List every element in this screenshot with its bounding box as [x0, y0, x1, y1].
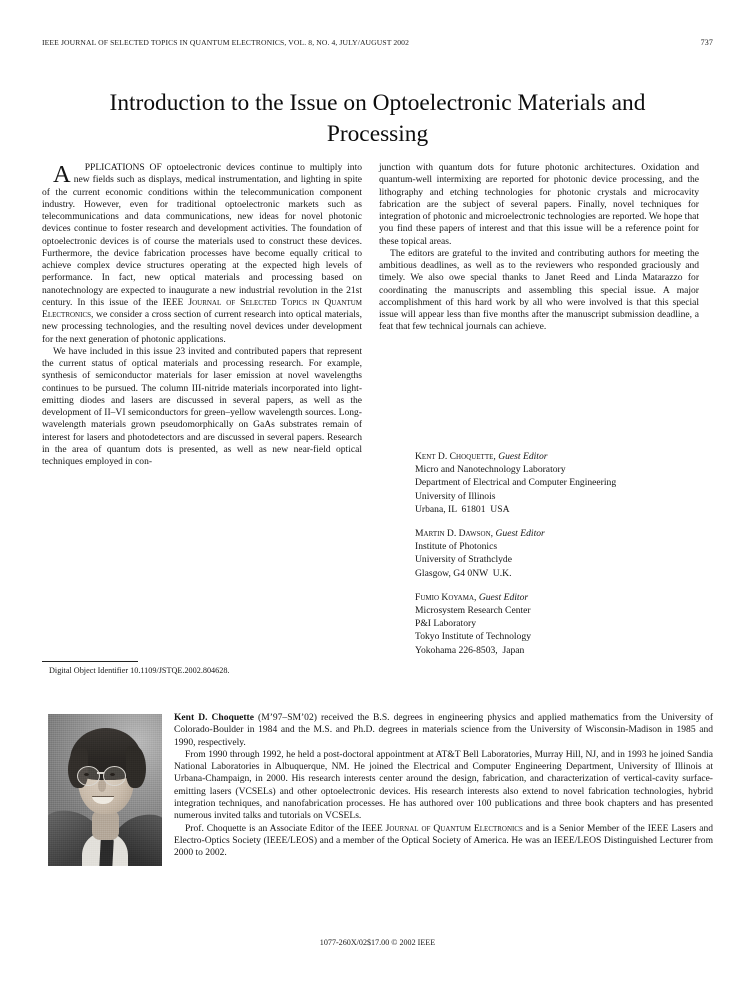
editor-affiliation-line: Glasgow, G4 0NW U.K. — [415, 567, 512, 579]
editor-affiliation-line: Micro and Nanotechnology Laboratory — [415, 464, 566, 476]
paragraph-acknowledgments: The editors are grateful to the invited and contributing authors for meeting the ambitious deadlines, as well as to the reviewers who responded graciously and timely. We also owe special thanks to Janet Reed and Linda Matarazzo for coordinating the manuscripts and assembling this special issue. A major accomplishment of this hard work by all who were involved is that this special issue will appear less than five months after the manuscript submission deadline, a feat that few technical journals can achieve. — [379, 247, 699, 333]
journal-name-smallcaps: IEEE Journal of Selected Topics in Quantum Electronics — [42, 296, 362, 320]
right-column — [379, 162, 699, 334]
paragraph-issue-contents: We have included in this issue 23 invited and contributed papers that represent the current status of optical materials and processing research. For example, synthesis of semiconductor materials for laser emission at novel wavelengths continues to be pursued. The column III-nitride materials incorporated into light-emitting diodes and lasers are discussed in several papers, as well as the development of II–VI semiconductors for green–yellow wavelength sources. Long-wavelength materials grown pseudomorphically on GaAs substrates remain of interest for lasers and photodetectors and are discussed in several papers. Research in the area of quantum dots is presented, as well as new near-field optical techniques employed in con- — [42, 345, 362, 467]
editor-name: Fumio Koyama, — [415, 591, 477, 603]
editor-affiliation-line: Yokohama 226-8503, Japan — [415, 644, 525, 656]
editor-affiliation-line: Tokyo Institute of Technology — [415, 631, 531, 643]
paragraph-intro — [42, 162, 362, 346]
editor-role: Guest Editor — [495, 528, 545, 540]
copyright-footer: 1077-260X/02$17.00 © 2002 IEEE — [319, 938, 436, 947]
bio-author-name: Kent D. Choquette — [174, 712, 254, 723]
bio-journal-smallcaps: IEEE Journal of Quantum Electronics — [362, 822, 523, 834]
editor-affiliation-line: University of Strathclyde — [415, 554, 512, 566]
page-title: Introduction to the Issue on Optoelectronic Materials and Processing — [109, 89, 646, 147]
portrait-photo-icon — [48, 714, 162, 866]
page-number: 737 — [700, 38, 713, 47]
editor-name-line — [415, 527, 715, 540]
editor-affiliation-line: Urbana, IL 61801 USA — [415, 503, 510, 515]
editor-role: Guest Editor — [498, 451, 548, 462]
bio-paragraph-career: From 1990 through 1992, he held a post-doctoral appointment at AT&T Bell Laboratories, Murray Hill, NJ, and in 1993 he joined Sandia National Laboratories in Albuquerque, NM. He joined the Electrical and Computer Engineering Department, University of Illinois at Urbana-Champaign, in 2000. His research interests center around the design, fabrication, and characterization of vertical-cavity surface-emitting lasers (VCSELs) and other optoelectronic devices. His research interests also extend to novel fabrication technologies, hybrid integration techniques, and nanofabrication processes. He has authored over 100 publications and three book chapters and has presented numerous invited talks and tutorials on VCSELs. — [174, 748, 713, 822]
editor-affiliation-line: Microsystem Research Center — [415, 605, 531, 617]
editor-name-line — [415, 591, 715, 604]
paragraph-topics: junction with quantum dots for future photonic architectures. Oxidation and quantum-well intermixing are reported for photonic device processing, and the lithography and etching technologies for photonic crystals and microcavity fabrication are the subject of several papers. Finally, novel techniques for integration of photonic and microelectronic technologies are reported. We hope that you find these papers of interest and that this issue will be a reference point for these topical areas. — [379, 162, 699, 247]
editor-name: Kent D. Choquette, — [415, 451, 496, 462]
editor-affiliation-line: P&I Laboratory — [415, 618, 477, 630]
guest-editor-signatures — [415, 450, 715, 657]
editor-signature — [415, 591, 715, 657]
running-head — [42, 38, 713, 47]
editor-role: Guest Editor — [478, 591, 529, 603]
drop-cap: A — [53, 161, 71, 188]
paragraph-intro-tail: , we consider a cross section of current research into optical materials, new processing technologies, and the resulting novel devices under development for the next generation of photonic applications. — [42, 309, 362, 345]
editor-name-line — [415, 450, 715, 463]
editor-affiliation-line: Department of Electrical and Computer Engineering — [415, 477, 617, 489]
paragraph-intro-text: PPLICATIONS OF optoelectronic devices continue to multiply into new fields such as displays, medical instrumentation, and lighting in spite of the current economic conditions within the telecommunication component industry. However, even for traditional optoelectronic markets such as telecommunications and data communications, new ideas for novel photonic devices continue to foster research and development activities. The foundation of optoelectronic devices is of course the materials used to construct these devices. Furthermore, the device fabrication processes have become equally critical to achieve complex device structures operating at the expected high levels of performance. In fact, new optical materials and processing based on nanotechnology are expected to inaugurate a new industrial revolution in the 21st century. In this issue of the — [42, 162, 362, 308]
editor-affiliation-line: University of Illinois — [415, 490, 496, 502]
editor-signature — [415, 527, 715, 580]
bio-memberships-post: and is a Senior Member of the IEEE Lasers and Electro-Optics Society (IEEE/LEOS) and a member of the Optical Society of America. He was an IEEE/LEOS Distinguished Lecturer from 2000 to 2002. — [174, 822, 713, 859]
footnote-rule — [42, 661, 138, 662]
editor-signature — [415, 450, 715, 516]
author-biography — [42, 712, 713, 868]
bio-memberships-pre: Prof. Choquette is an Associate Editor of the — [185, 822, 363, 834]
doi-footnote: Digital Object Identifier 10.1109/JSTQE.2002.804628. — [49, 666, 230, 675]
running-head-journal: IEEE JOURNAL OF SELECTED TOPICS IN QUANTUM ELECTRONICS, VOL. 8, NO. 4, JULY/AUGUST 2002 — [42, 38, 410, 47]
editor-name: Martin D. Dawson, — [415, 528, 494, 540]
editor-affiliation-line: Institute of Photonics — [415, 541, 498, 553]
bio-education-text: (M’97–SM’02) received the B.S. degrees in engineering physics and applied mathematics from the University of Colorado-Boulder in 1984 and the M.S. and Ph.D. degrees in materials science from the University of Wisconsin-Madison in 1985 and 1990, respectively. — [174, 712, 713, 748]
left-column — [42, 162, 362, 468]
photo-halftone-grain — [48, 714, 162, 866]
